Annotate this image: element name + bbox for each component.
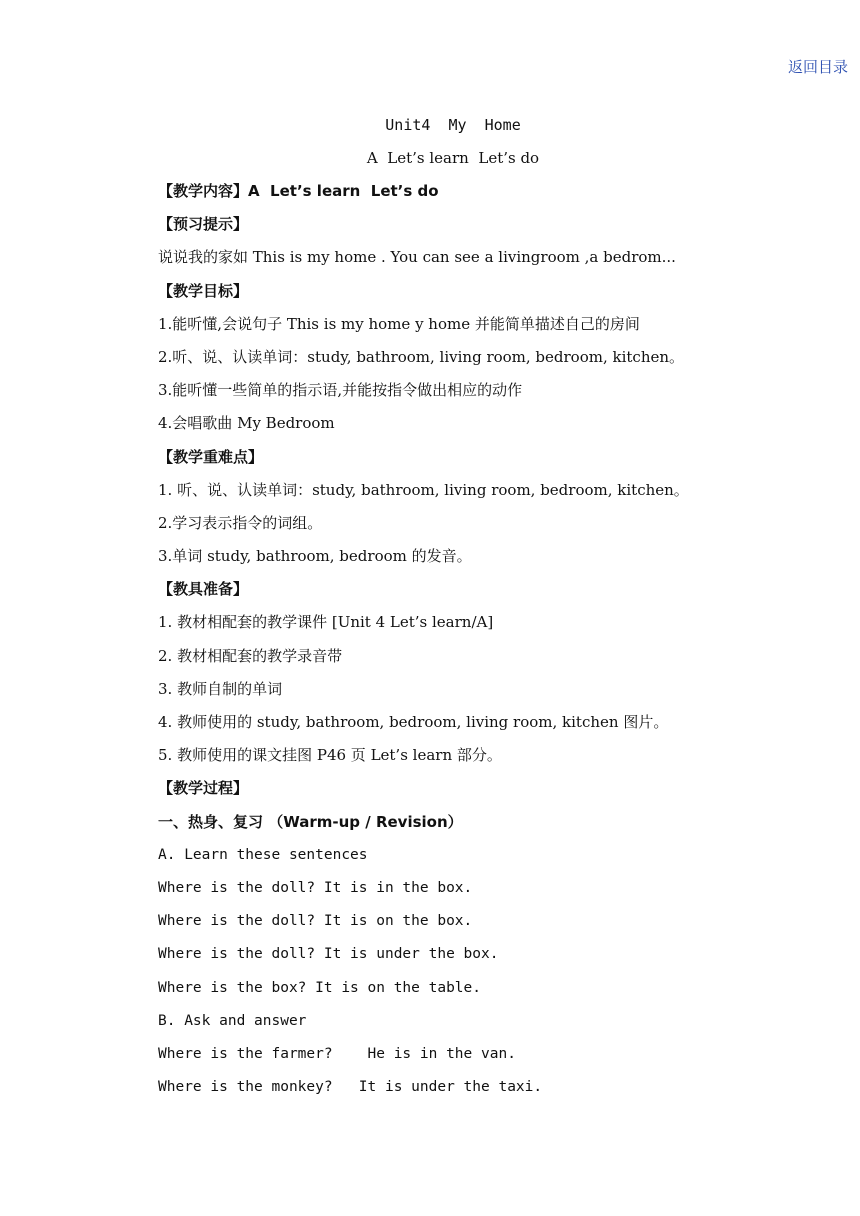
- material-item: 4. 教师使用的 study, bathroom, bedroom, living room, kitchen 图片。: [158, 713, 669, 731]
- teaching-content-line: 【教学内容】A Let’s learn Let’s do: [158, 182, 439, 200]
- material-item: 3. 教师自制的单词: [158, 679, 283, 698]
- sentence-line: Where is the farmer? He is in the van.: [158, 1045, 516, 1062]
- goal-item: 3.能听懂一些简单的指示语,并能按指令做出相应的动作: [158, 381, 523, 400]
- sentence-line: Where is the monkey? It is under the taxi.: [158, 1079, 543, 1096]
- goal-item: 1.能听懂,会说句子 This is my home y home 并能简单描述自己的房间: [158, 314, 640, 333]
- warmup-heading: 一、热身、复习 （Warm-up / Revision）: [158, 812, 463, 831]
- keypoint-item: 2.学习表示指令的词组。: [158, 513, 323, 532]
- preview-heading: 【预习提示】: [158, 215, 249, 234]
- process-heading: 【教学过程】: [158, 779, 249, 798]
- goal-item: 4.会唱歌曲 My Bedroom: [158, 414, 335, 433]
- page-title: Unit4 My Home: [385, 116, 521, 134]
- materials-heading: 【教具准备】: [158, 580, 249, 599]
- keypoint-item: 1. 听、说、认读单词：study, bathroom, living room, bedroom, kitchen。: [158, 480, 689, 499]
- section-a-label: A. Learn these sentences: [158, 846, 368, 863]
- material-item: 5. 教师使用的课文挂图 P46 页 Let’s learn 部分。: [158, 746, 502, 765]
- back-to-contents-link[interactable]: 返回目录: [787, 58, 848, 76]
- goal-item: 2.听、说、认读单词：study, bathroom, living room, bedroom, kitchen。: [158, 347, 685, 366]
- page-subtitle: A Let’s learn Let’s do: [366, 149, 540, 167]
- sentence-line: Where is the doll? It is on the box.: [158, 913, 473, 930]
- keypoints-heading: 【教学重难点】: [158, 447, 264, 466]
- lesson-plan-document: [158, 112, 758, 1107]
- material-item: 2. 教材相配套的教学录音带: [158, 646, 343, 665]
- goals-heading: 【教学目标】: [158, 281, 249, 300]
- sentence-line: Where is the doll? It is in the box.: [158, 879, 473, 896]
- sentence-line: Where is the box? It is on the table.: [158, 979, 482, 996]
- preview-text: 说说我的家如 This is my home . You can see a livingroom ,a bedrom...: [158, 248, 676, 267]
- sentence-line: Where is the doll? It is under the box.: [158, 946, 499, 963]
- material-item: 1. 教材相配套的教学课件 [Unit 4 Let’s learn/A]: [158, 613, 494, 632]
- section-b-label: B. Ask and answer: [158, 1012, 307, 1029]
- keypoint-item: 3.单词 study, bathroom, bedroom 的发音。: [158, 547, 472, 566]
